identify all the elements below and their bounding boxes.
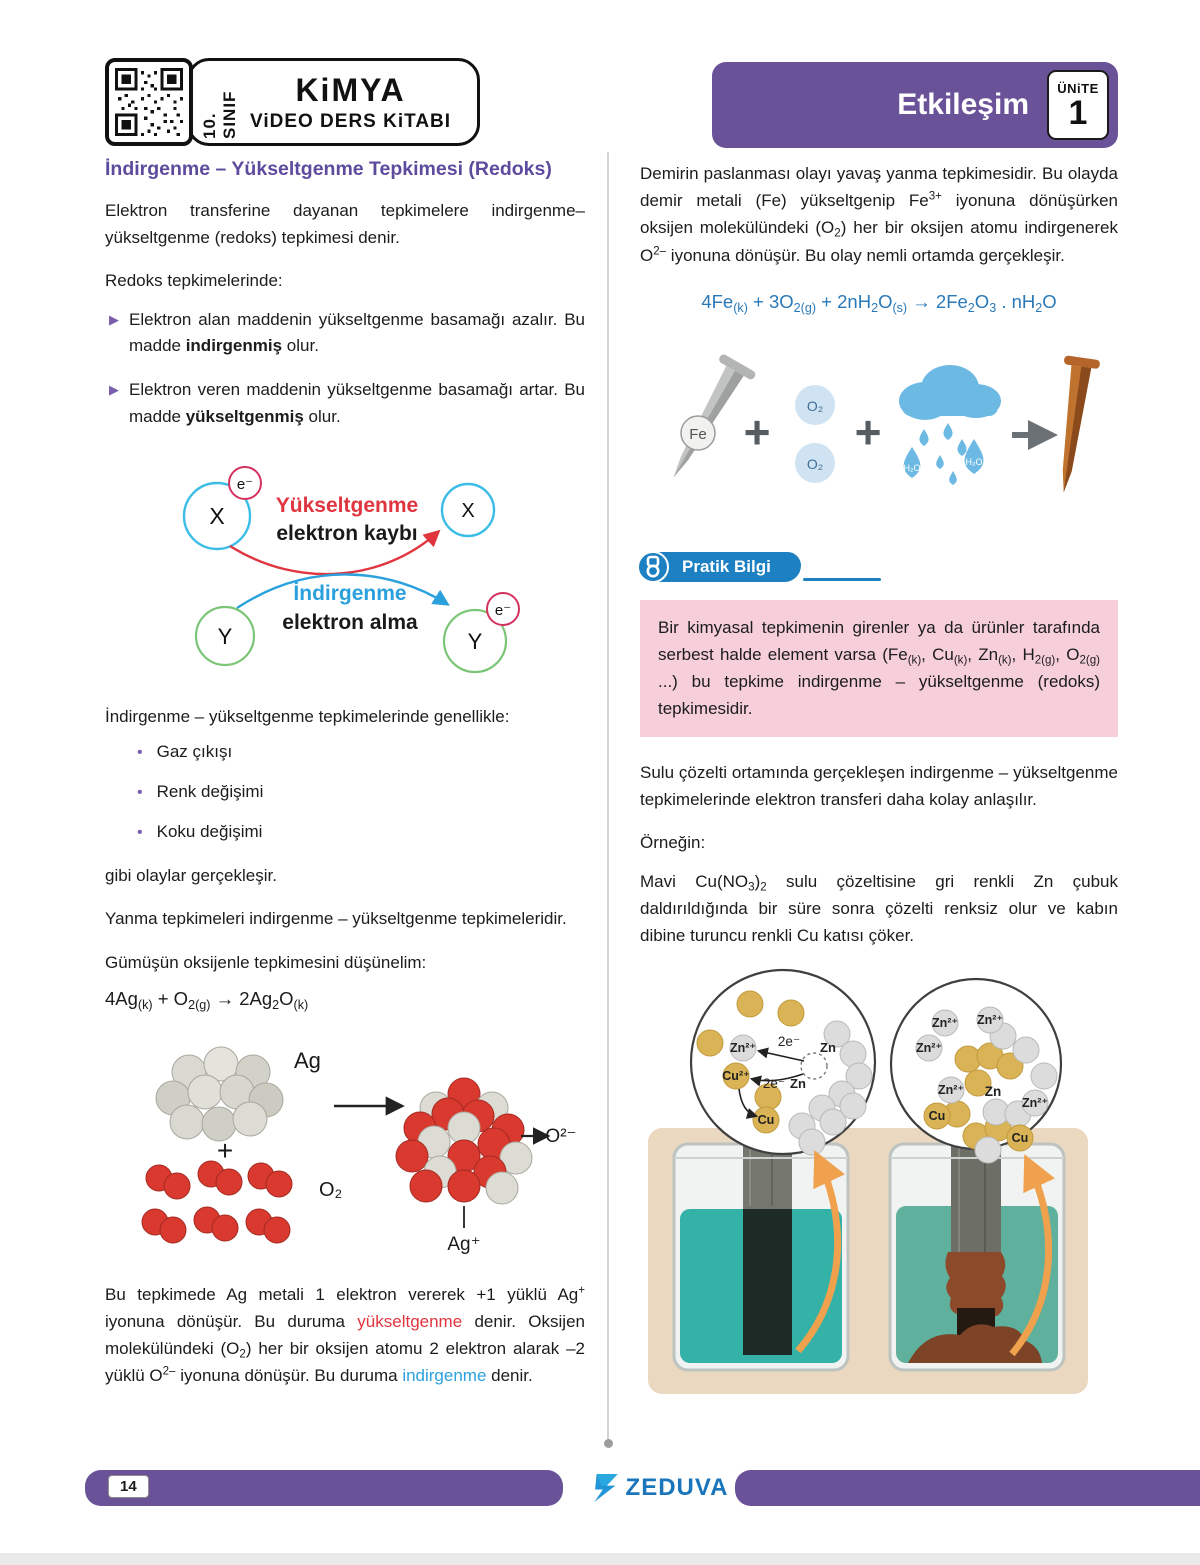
book-title-box [187, 58, 480, 146]
zinc-copper-experiment-figure [646, 966, 1118, 1403]
zinc-atom-label: Zn [790, 1075, 806, 1091]
publisher-logo [585, 1472, 735, 1504]
list-item [109, 377, 585, 430]
paragraph: Bu tepkimede Ag metali 1 elektron vererek +1 yüklü Ag+ iyonuna dönüşür. Bu duruma yükseltgenme denir. Oksijen molekülündeki $(O_2)$ her bir oksijen atomu 2 elektron alarak –2 yüklü $O^{2-}$ iyonuna dönüşür. Bu duruma indirgenme denir. [105, 1284, 585, 1386]
zinc-ion-label: Zn²⁺ [915, 1040, 943, 1055]
reduction-label: İndirgenme [293, 581, 407, 605]
list-item [137, 822, 585, 842]
oxygen-label: O₂ [319, 1178, 343, 1201]
paragraph: gibi olaylar gerçekleşir. [105, 866, 277, 886]
atom-x-product-label: X [461, 499, 475, 522]
paragraph: Elektron transferine dayanan tepkimelere indirgenme–yükseltgenme (redoks) tepkimesi denir. [105, 201, 585, 248]
page-bottom-edge [0, 1553, 1200, 1565]
magnified-before [691, 970, 875, 1155]
atom-y-label: Y [217, 623, 233, 649]
footer-bar-right [735, 1470, 1200, 1506]
electron-transfer-label: 2e⁻ [777, 1033, 801, 1049]
reduction-sublabel: elektron alma [282, 610, 418, 634]
electron-label: e⁻ [236, 475, 254, 493]
silver-cluster [156, 1047, 283, 1141]
zinc-ion-label: Zn²⁺ [937, 1082, 965, 1097]
zinc-atom-label: Zn [820, 1039, 836, 1055]
electron-transfer-label: 2e⁻ [762, 1075, 786, 1091]
plus-sign: + [854, 405, 882, 458]
paragraph: Yanma tepkimeleri indirgenme – yükseltgenme tepkimeleridir. [105, 909, 567, 929]
paragraph: Örneğin: [640, 832, 706, 852]
zinc-ion-label: Zn²⁺ [931, 1015, 959, 1030]
paragraph: Demirin paslanması olayı yavaş yanma tepkimesidir. Bu olayda demir metali (Fe) yükseltgenip $Fe^{3+}$ iyonuna dönüşürken oksijen molekülündeki $(O_2)$ her bir oksijen atomu indirgenerek $O^{2-}$ iyonuna dönüşür. Bu olay nemli ortamda gerçekleşir. [640, 164, 1118, 265]
silver-oxide-molecular-diagram [109, 1024, 585, 1267]
publisher-name: ZEDUVA [625, 1474, 729, 1501]
list-item-text: Renk değişimi [156, 782, 264, 802]
paragraph: İndirgenme – yükseltgenme tepkimelerinde genellikle: [105, 706, 510, 726]
page-number: 14 [108, 1475, 149, 1498]
tip-box: Bir kimyasal tepkimenin girenler ya da ürünler tarafında serbest halde element varsa ($Fe_{(k)}$, $Cu_{(k)}$, $Zn_{(k)}$, $H_{2(g)}$, $O_{2(g)}$ ...) bu tepkime indirgenme – yükseltgenme (redoks) tepkimesidir. [640, 600, 1118, 737]
copper-atom-label: Cu [928, 1108, 946, 1123]
unit-number: 1 [1068, 93, 1088, 132]
oxide-ion-label: O²⁻ [545, 1125, 577, 1147]
list-item-text: Koku değişimi [156, 822, 263, 842]
redox-transfer-diagram [135, 448, 585, 685]
zinc-atom-label: Zn [984, 1083, 1002, 1099]
grade-label: 10. SINIF [200, 90, 239, 139]
plus-sign: + [743, 405, 771, 458]
silver-ion-label: Ag⁺ [447, 1233, 481, 1255]
pratik-bilgi-underline [803, 578, 881, 581]
oxygen-label: O₂ [806, 455, 824, 472]
list-item-text: Elektron alan maddenin yükseltgenme basamağı azalır. Bu madde indirgenmiş olur. [129, 309, 585, 355]
paragraph: Gümüşün oksijenle tepkimesini düşünelim: [105, 952, 427, 972]
atom-x-label: X [209, 502, 225, 529]
pratik-bilgi-label: Pratik Bilgi [682, 556, 771, 576]
rusting-illustration [640, 343, 1118, 538]
unit-word: ÜNiTE [1057, 80, 1099, 96]
section-heading: İndirgenme – Yükseltgenme Tepkimesi (Redoks) [105, 158, 552, 180]
list-item [137, 742, 585, 762]
copper-atom-label: Cu [1011, 1130, 1029, 1145]
zinc-ion-label: Zn²⁺ [976, 1012, 1004, 1027]
electron-label: e⁻ [494, 601, 512, 619]
dot-bullet-icon: • [137, 744, 143, 762]
water-label: H₂O [965, 456, 983, 467]
copper-coating [945, 1252, 1005, 1316]
oxygen-molecules [142, 1161, 292, 1243]
dot-bullet-icon: • [137, 824, 143, 842]
rusted-nail [1046, 355, 1101, 495]
qr-code [105, 58, 193, 146]
atom-y-product-label: Y [467, 628, 483, 654]
pratik-bilgi-callout [640, 552, 1118, 582]
zinc-ion-label: Zn²⁺ [729, 1040, 757, 1055]
zinc-ion-label: Zn²⁺ [1021, 1095, 1049, 1110]
left-column [105, 152, 585, 1405]
oxygen-label: O₂ [806, 397, 824, 414]
pratik-bilgi-tab [640, 552, 801, 582]
dot-bullet-icon: • [137, 784, 143, 802]
silver-oxidation-equation: $4Ag_{(k)} + O_{2(g)} \to 2Ag_2O_{(k)}$ [105, 987, 309, 1012]
column-divider [607, 152, 609, 1442]
tip-icon [636, 550, 670, 589]
list-item-text: Gaz çıkışı [156, 742, 233, 762]
oxidation-sublabel: elektron kaybı [276, 521, 418, 545]
paragraph: Redoks tepkimelerinde: [105, 271, 283, 291]
right-column [640, 152, 1118, 1403]
unit-banner [712, 62, 1118, 148]
qr-code-icon [115, 68, 183, 136]
list-item [109, 307, 585, 360]
paragraph: Sulu çözelti ortamında gerçekleşen indirgenme – yükseltgenme tepkimelerinde elektron transferi daha kolay anlaşılır. [640, 762, 1118, 809]
book-subtitle: ViDEO DERS KiTABI [250, 110, 452, 132]
beaker-after [890, 1136, 1064, 1370]
list-item-text: Elektron veren maddenin yükseltgenme basamağı artar. Bu madde yükseltgenmiş olur. [129, 380, 585, 426]
silver-label: Ag [294, 1047, 321, 1073]
book-brand-badge [105, 58, 480, 146]
oxidation-label: Yükseltgenme [275, 493, 419, 517]
plus-sign: + [216, 1134, 234, 1166]
triangle-bullet-icon: ▶ [109, 311, 119, 327]
unit-number-box [1047, 70, 1109, 140]
footer-bar-left [85, 1470, 563, 1506]
silver-oxide-cluster [396, 1078, 532, 1204]
paragraph: Mavi $Cu(NO_3)_2$ sulu çözeltisine gri renkli Zn çubuk daldırıldığında bir süre sonra çözelti renksiz olur ve kabın dibine turuncu renkli Cu katısı çöker. [640, 872, 1118, 946]
water-label: H₂O [903, 462, 921, 473]
unit-name: Etkileşim [897, 88, 1029, 121]
list-item [137, 782, 585, 802]
fe-label: Fe [689, 425, 707, 443]
rust-equation: $4Fe_{(k)} + 3O_{2(g)} + 2nH_2O_{(s)} \to 2Fe_2O_3$ . $nH_2O$ [701, 290, 1057, 315]
book-title: KiMYA [295, 71, 406, 108]
triangle-bullet-icon: ▶ [109, 382, 119, 398]
copper-atom-label: Cu [757, 1112, 775, 1127]
zeduva-icon [592, 1472, 620, 1504]
copper-ion-label: Cu²⁺ [722, 1068, 750, 1083]
